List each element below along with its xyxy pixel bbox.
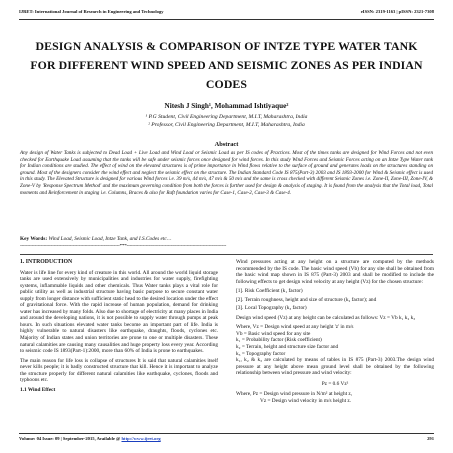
footer-volume-text: Volume: 04 Issue: 09 | September-2015, Available @ bbox=[19, 436, 122, 441]
definition-line: Where, Pz = Design wind pressure in N/m² at height z, bbox=[236, 391, 353, 398]
authors: Nitesh J Singh¹, Mohammad Ishtiyaque² bbox=[164, 102, 289, 110]
issn: eISSN: 2319-1163 | pISSN: 2321-7308 bbox=[360, 9, 434, 14]
journal-header bbox=[19, 7, 434, 19]
affiliation-1: ¹ P.G Student, Civil Engineering Department, M.I.T, Maharashtra, India bbox=[145, 114, 308, 120]
wind-paragraph-2: Design wind speed (Vz) at any height can be calculated as follows: Vz = Vb k₁ k₂ k₃ bbox=[236, 314, 416, 321]
section-separator: --------------------------------------------------------------------***-------------------------------------------------------------------- bbox=[20, 244, 227, 249]
definition-line: Vz = Design wind velocity in m/s height z. bbox=[260, 397, 352, 404]
left-column bbox=[20, 259, 218, 393]
definition-line: Where, Vz = Design wind speed at any height 'z' in m/s bbox=[236, 324, 354, 331]
paper-title: DESIGN ANALYSIS & COMPARISON OF INTZE TYPE WATER TANK FOR DIFFERENT WIND SPEED AND SEISMIC ZONES AS PER INDIAN CODES bbox=[30, 39, 423, 91]
keywords-text: Wind Load, Seismic Load, Intze Tank, and I.S.Codes etc… bbox=[47, 236, 172, 242]
list-item: [2]. Terrain roughness, height and size of structure (k₂ factor); and bbox=[236, 296, 377, 303]
abstract-heading: Abstract bbox=[214, 141, 239, 148]
definition-line: k₂ = Terrain, height and structure size factor and bbox=[236, 344, 339, 351]
footer-volume bbox=[19, 436, 161, 441]
intro-paragraph-1: Water is life line for every kind of creature in this world. All around the world liquid storage tanks are used extensively by municipalities and industries for water supply, firefighting systems, inflammable liquids and other chemicals. Thus Water tanks plays a vital role for public utility as well as industrial structure having basic purpose to secure constant water supply from longer distance with sufficient static head to the desired location under the effect of gravitational force. With the rapid increase of human population, demand for drinking water has increased by many folds. Also due to shortage of electricity at many places in India and around the developing nations, it is not possible to supply water through pumps at peak hours. In such situations elevated water tanks become an important part of life. India is highly vulnerable to natural disasters like earthquake, draughts, floods, cyclones etc. Majority of Indian states and union territories are prone to one or multiple disasters. These natural calamities are causing many causalities and huge property loss every year. According to seismic code IS 1893(Part-1):2000, more than 60% of India is prone to earthquakes. bbox=[20, 269, 218, 355]
section-heading: 1. INTRODUCTION bbox=[20, 259, 73, 265]
page-number: 291 bbox=[427, 436, 434, 441]
subsection-heading: 1.1 Wind Effect bbox=[20, 386, 56, 393]
abstract-text: Any design of Water Tanks is subjected to Dead Load + Live Load and Wind Load or Seismic Load as per IS codes of Practices. Most of the times tanks are designed for Wind Forces and not even checked for Earthquake Load assuming that the tanks will be safe under seismic forces once designed for wind forces. In this study Wind Forces and Seismic Forces acting on an Intze Type Water tank for Indian conditions are studied. The effect of wind on the elevated structures is of prime importance in Wind flows relative to the surface of ground and generates loads on the structures standing on ground. Most of the designers consider the wind effect and neglect the seismic effect on the structure. The Indian Standard Code IS 875(Part-3) 2003 and IS 1893-2000 for Wind & Seismic effect is used in this study. The Elevated Structure is designed for various Wind forces i.e. 39 m/s, 44 m/s, 47 m/s & 50 m/s and the same is cross checked with different Seismic Zones i.e. Zone-II, Zone-III, Zone-IV, & Zone-V by 'Response Spectrum Method' and the maximum governing condition from both the forces is further used for design & analysis of staging. It is found from the analysis that the Total load, Total moments and Reinforcement in staging i.e. Columns, Braces & also for Raft foundation varies for Case-1, Case-2, Case-3 & Case-4. bbox=[20, 150, 433, 196]
definition-line: Vb = Basic wind speed for any site bbox=[236, 330, 311, 337]
affiliation-2: ² Professor, Civil Engineering Department, M.I.T, Maharashtra, India bbox=[148, 122, 305, 128]
intro-paragraph-2: The main reason for life loss is collapse of structures It is said that natural calamities itself never kills people; it is badly constructed structure that kill. Hence it is important to analyze the structure properly for different natural calamities like earthquake, cyclones, floods and typhoons etc. bbox=[20, 357, 218, 384]
journal-name: IJRET: International Journal of Research in Engineering and Technology bbox=[19, 9, 164, 14]
right-column bbox=[236, 259, 434, 404]
wind-paragraph-1: Wind pressures acting at any height on a structure are computed by the methods recommended by the IS code. The basic wind speed (Vb) for any site shall be obtained from the basic wind map shown in IS 875 (Part-3) 2003 and shall be modified to include the following effects to get design wind velocity at any height (Vz) for the chosen structure: bbox=[236, 259, 434, 285]
journal-link[interactable]: http://www.ijret.org bbox=[121, 436, 161, 441]
definition-line: k₁, k₂ & k₃ are calculated by means of tables in IS 875 (Part-3) 2003.The design wind pressure at any height above mean ground level shall be obtained by the following relationship between wind pressure and wind velocity: bbox=[236, 357, 434, 377]
wind-pressure-equation: Pz = 0.6 Vz² bbox=[321, 380, 349, 387]
definition-line: k₁ = Probability factor (Risk coefficient) bbox=[236, 337, 322, 344]
list-item: [3]. Local Topography (k₃ factor) bbox=[236, 305, 307, 312]
footer-divider bbox=[19, 433, 434, 434]
list-item: [1]. Risk Coefficient (k₁ factor) bbox=[236, 288, 303, 295]
header-divider bbox=[19, 19, 434, 20]
definition-line: k₃ = Topography factor bbox=[236, 350, 286, 357]
keywords bbox=[20, 236, 433, 242]
separator-rule bbox=[20, 254, 433, 255]
keywords-label: Key Words: bbox=[20, 236, 48, 242]
